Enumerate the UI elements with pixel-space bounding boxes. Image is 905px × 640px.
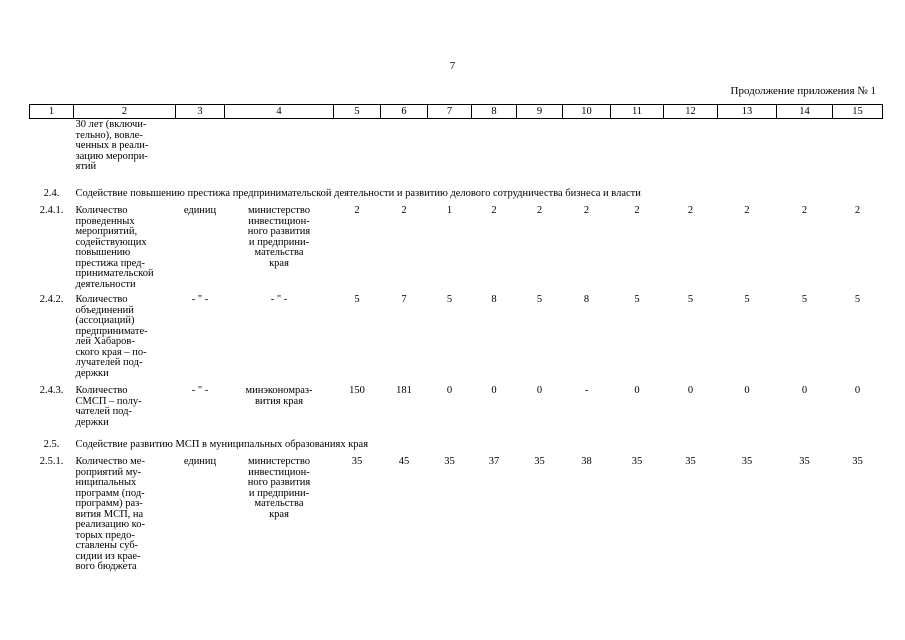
value-cell: 2: [634, 205, 640, 216]
responsible-cell: [225, 119, 334, 185]
responsible-cell: министерство инвестицион- ного развития и предприни- мательства края: [247, 205, 311, 269]
value-cell: 38: [581, 456, 592, 467]
continuation-label: Продолжение приложения № 1: [730, 85, 876, 97]
header-cell: 14: [777, 105, 833, 119]
value-cell: 0: [744, 385, 750, 396]
value-cell: 35: [534, 456, 545, 467]
unit-cell: единиц: [183, 456, 217, 467]
value-cell: 181: [396, 385, 412, 396]
value-cell: 45: [398, 456, 410, 467]
header-cell: 1: [30, 105, 74, 119]
value-cell: 2: [744, 205, 750, 216]
section-row: [30, 184, 883, 205]
table-row: [30, 294, 883, 385]
value-cell: 5: [634, 294, 640, 305]
value-cell: 35: [351, 456, 363, 467]
value-cell: 5: [536, 294, 543, 305]
value-cell: 0: [446, 385, 453, 396]
value-cell: 35: [741, 456, 753, 467]
value-cell: 7: [401, 294, 407, 305]
header-cell: 15: [833, 105, 883, 119]
table-row: [30, 205, 883, 294]
section-title: Содействие развитию МСП в муниципальных образованиях края: [75, 439, 369, 450]
unit-cell: [176, 119, 225, 185]
value-cell: 2: [401, 205, 407, 216]
header-cell: 6: [381, 105, 428, 119]
header-cell: 2: [74, 105, 176, 119]
row-code: [30, 119, 74, 185]
value-cell: [611, 119, 664, 185]
page-number: 7: [449, 60, 456, 72]
value-cell: 8: [491, 294, 497, 305]
value-cell: 5: [801, 294, 808, 305]
value-cell: 2: [491, 205, 497, 216]
header-cell: 7: [428, 105, 472, 119]
value-cell: 2: [536, 205, 543, 216]
value-cell: 5: [854, 294, 861, 305]
value-cell: 2: [801, 205, 808, 216]
value-cell: 0: [687, 385, 694, 396]
value-cell: 35: [852, 456, 863, 467]
value-cell: 35: [799, 456, 810, 467]
section-title: Содействие повышению престижа предпринимательской деятельности и развитию делового сотрудничества бизнеса и власти: [75, 188, 641, 199]
value-cell: 35: [685, 456, 696, 467]
header-cell: 3: [176, 105, 225, 119]
value-cell: [381, 119, 428, 185]
value-cell: [563, 119, 611, 185]
section-code: 2.5.: [43, 439, 60, 450]
value-cell: 1: [446, 205, 453, 216]
header-cell: 10: [563, 105, 611, 119]
responsible-cell: министерство инвестицион- ного развития и предприни- мательства края: [247, 456, 311, 520]
value-cell: [428, 119, 472, 185]
indicator-name: Количество объединений (ассоциаций) предпринимате- лей Хабаров- ского края – по- лучателей под- держки: [75, 294, 148, 379]
value-cell: [472, 119, 517, 185]
header-cell: 8: [472, 105, 517, 119]
value-cell: 0: [854, 385, 861, 396]
responsible-cell: - " -: [270, 294, 288, 305]
value-cell: 0: [536, 385, 543, 396]
indicator-name: Количество ме- роприятий му- ниципальных программ (под- программ) раз- вития МСП, на реализацию ко- торых предо- ставлены суб- сидии из крае- вого бюджета: [75, 456, 145, 572]
section-row: [30, 435, 883, 456]
value-cell: 5: [744, 294, 750, 305]
header-cell: 9: [517, 105, 563, 119]
value-cell: [833, 119, 883, 185]
indicator-name: 30 лет (включи- тельно), вовле- ченных в реали- зацию меропри- ятий: [75, 119, 149, 172]
indicator-name: Количество СМСП – полу- чателей под- держки: [75, 385, 142, 428]
row-code: 2.4.1.: [39, 205, 64, 216]
value-cell: 37: [488, 456, 500, 467]
value-cell: 5: [687, 294, 694, 305]
value-cell: 35: [631, 456, 643, 467]
value-cell: -: [584, 385, 589, 396]
value-cell: 5: [354, 294, 360, 305]
header-cell: 5: [334, 105, 381, 119]
unit-cell: единиц: [183, 205, 217, 216]
indicator-table: [29, 104, 883, 575]
value-cell: 0: [801, 385, 808, 396]
value-cell: 2: [854, 205, 861, 216]
unit-cell: - " -: [191, 294, 209, 305]
value-cell: [718, 119, 777, 185]
section-code: 2.4.: [43, 188, 60, 199]
value-cell: 0: [634, 385, 640, 396]
responsible-cell: минэкономраз- вития края: [245, 385, 313, 407]
table-row: [30, 119, 883, 185]
value-cell: 5: [446, 294, 453, 305]
header-cell: 13: [718, 105, 777, 119]
row-code: 2.4.2.: [39, 294, 64, 305]
unit-cell: - " -: [191, 385, 209, 396]
value-cell: 2: [354, 205, 360, 216]
value-cell: 0: [491, 385, 497, 396]
value-cell: 2: [687, 205, 694, 216]
value-cell: 8: [583, 294, 590, 305]
value-cell: [517, 119, 563, 185]
header-cell: 12: [664, 105, 718, 119]
header-row: [30, 105, 883, 119]
indicator-name: Количество проведенных мероприятий, содействующих повышению престижа пред- принимательской деятельности: [75, 205, 154, 290]
header-cell: 4: [225, 105, 334, 119]
value-cell: [664, 119, 718, 185]
row-code: 2.4.3.: [39, 385, 64, 396]
table-row: [30, 456, 883, 575]
value-cell: [334, 119, 381, 185]
value-cell: 35: [444, 456, 455, 467]
value-cell: [777, 119, 833, 185]
value-cell: 2: [583, 205, 590, 216]
row-code: 2.5.1.: [39, 456, 64, 467]
header-cell: 11: [611, 105, 664, 119]
value-cell: 150: [349, 385, 365, 396]
table-row: [30, 385, 883, 435]
